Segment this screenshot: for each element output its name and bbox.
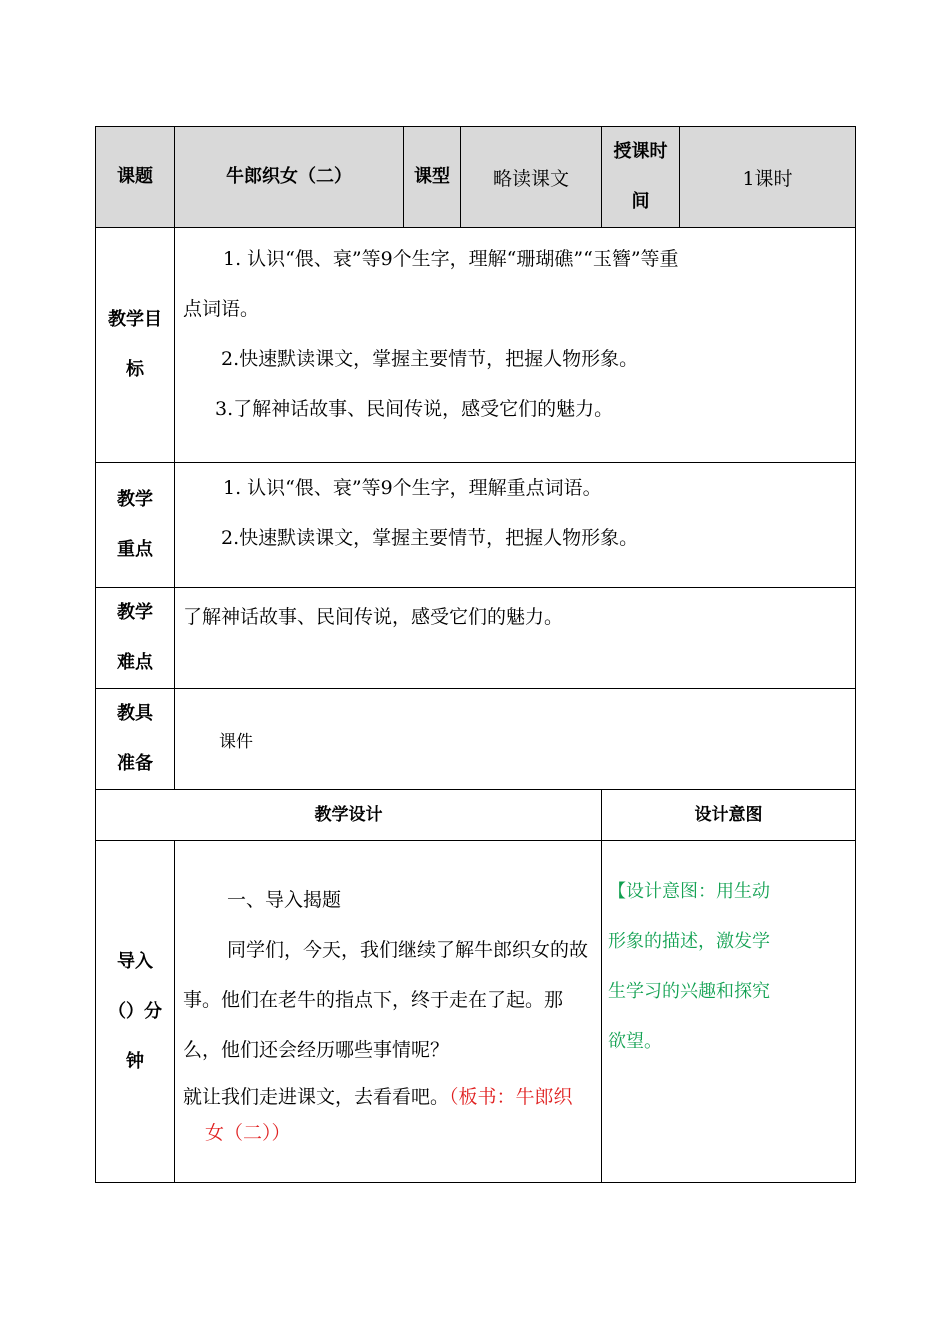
intro-line-3: 么，他们还会经历哪些事情呢？ <box>183 1039 450 1061</box>
objectives-content <box>175 228 856 463</box>
intro-intent <box>602 841 856 1183</box>
intent-line-1: 【设计意图：用生动 <box>608 881 770 902</box>
objectives-label-line-2: 标 <box>126 359 144 380</box>
difficulties-label-line-2: 难点 <box>117 652 153 673</box>
intro-label-line-3: 钟 <box>126 1050 144 1072</box>
objective-item-1-cont: 点词语。 <box>183 298 260 320</box>
key-points-label-line-2: 重点 <box>117 539 153 560</box>
intent-header: 设计意图 <box>602 790 856 841</box>
topic-label: 课题 <box>96 127 175 228</box>
intro-content <box>175 841 602 1183</box>
time-value: 1课时 <box>680 127 856 228</box>
lesson-plan-sheet <box>95 126 855 1183</box>
materials-row <box>96 689 856 790</box>
key-points-content <box>175 463 856 588</box>
difficulties-row <box>96 588 856 689</box>
difficulties-label <box>96 588 175 689</box>
objectives-label <box>96 228 175 463</box>
difficulties-content <box>175 588 856 689</box>
intro-line-2: 事。他们在老牛的指点下，终于走在了起。那 <box>183 989 564 1011</box>
intro-last-line <box>183 1075 593 1119</box>
key-points-row <box>96 463 856 588</box>
intro-row <box>96 841 856 1183</box>
lesson-plan-table <box>95 126 856 1183</box>
intro-label-line-2: （）分 <box>108 1000 162 1022</box>
materials-label-line-2: 准备 <box>117 753 153 774</box>
header-row <box>96 127 856 228</box>
objective-item-2: 2.快速默读课文，掌握主要情节，把握人物形象。 <box>221 348 639 370</box>
objectives-label-line-1: 教学目 <box>108 309 162 330</box>
materials-label <box>96 689 175 790</box>
materials-text: 课件 <box>219 731 253 752</box>
time-label-line-1: 授课时 <box>613 141 668 162</box>
key-point-item-2: 2.快速默读课文，掌握主要情节，把握人物形象。 <box>221 527 639 549</box>
type-label: 课型 <box>404 127 461 228</box>
intro-label <box>96 841 175 1183</box>
difficulties-label-line-1: 教学 <box>117 602 153 623</box>
objective-item-3: 3.了解神话故事、民间传说，感受它们的魅力。 <box>215 398 614 420</box>
materials-content <box>175 689 856 790</box>
intro-label-line-1: 导入 <box>117 950 153 972</box>
objectives-row <box>96 228 856 463</box>
board-note-part-2: 女（二）） <box>205 1122 291 1144</box>
difficulties-text: 了解神话故事、民间传说，感受它们的魅力。 <box>183 606 564 628</box>
design-header: 教学设计 <box>96 790 602 841</box>
type-value: 略读课文 <box>461 127 602 228</box>
intro-last-text: 就让我们走进课文，去看看吧。 <box>183 1086 450 1108</box>
objective-item-1: 1. 认识“偎、衰”等9个生字，理解“珊瑚礁”“玉簪”等重 <box>223 248 679 270</box>
time-label-line-2: 间 <box>631 191 650 212</box>
intent-line-4: 欲望。 <box>608 1031 662 1052</box>
topic-value: 牛郎织女（二） <box>175 127 404 228</box>
design-header-row <box>96 790 856 841</box>
key-point-item-1: 1. 认识“偎、衰”等9个生字，理解重点词语。 <box>223 477 602 499</box>
intro-line-1: 同学们，今天，我们继续了解牛郎织女的故 <box>227 939 589 961</box>
materials-label-line-1: 教具 <box>117 703 153 724</box>
intro-heading: 一、导入揭题 <box>227 889 342 911</box>
time-label <box>602 127 680 228</box>
key-points-label <box>96 463 175 588</box>
intent-line-3: 生学习的兴趣和探究 <box>608 981 770 1002</box>
key-points-label-line-1: 教学 <box>117 489 153 510</box>
intent-line-2: 形象的描述，激发学 <box>608 931 770 952</box>
board-note-part-1: （板书：牛郎织 <box>449 1086 573 1108</box>
